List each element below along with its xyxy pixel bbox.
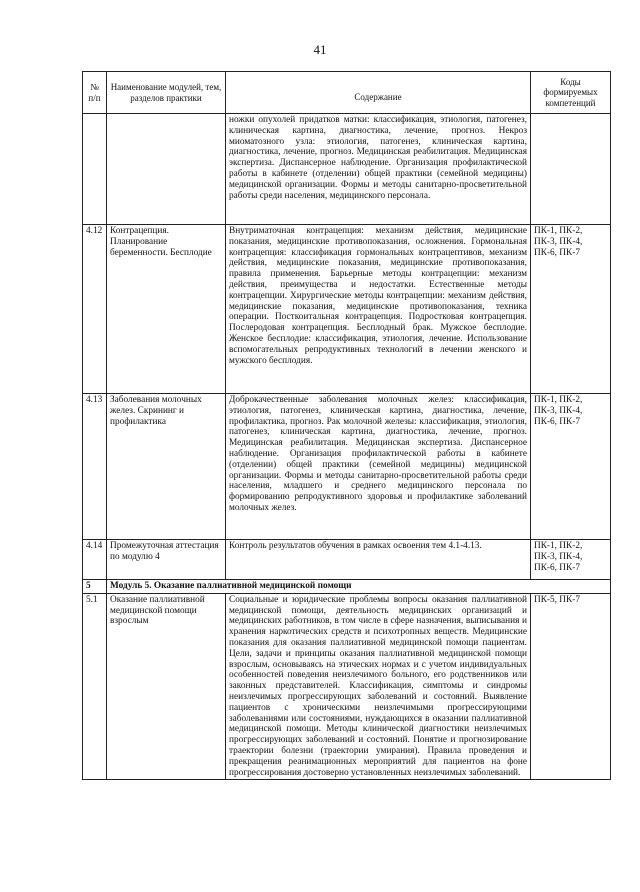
row-num: 4.13 (83, 394, 107, 540)
curriculum-table (82, 71, 611, 780)
table-row (83, 114, 611, 225)
table-row (83, 225, 611, 394)
row-name: Промежуточная аттестация по модулю 4 (107, 540, 226, 580)
row-codes: ПК-5, ПК-7 (531, 593, 611, 780)
row-num: 4.14 (83, 540, 107, 580)
module-num: 5 (83, 580, 107, 594)
module-row (83, 580, 611, 594)
header-num: № п/п (83, 72, 107, 114)
row-num: 5.1 (83, 593, 107, 780)
row-codes: ПК-1, ПК-2, ПК-3, ПК-4, ПК-6, ПК-7 (531, 394, 611, 540)
header-name: Наименование модулей, тем, разделов практики (107, 72, 226, 114)
row-name: Оказание паллиативной медицинской помощи взрослым (107, 593, 226, 780)
row-content: Социальные и юридические проблемы вопросы оказания паллиативной медицинской помощи, деятельность медицинских организаций и медицинских работников, в том числе в сфере назначения, выписывания и хранения наркотических средств и психотропных веществ. Медицинские показания для оказания паллиативной медицинской помощи пациентам. Цели, задачи и принципы оказания паллиативной медицинской помощи взрослым, основываясь на этических нормах и с учетом индивидуальных особенностей поведения неизлечимого больного, его родственников или законных представителей. Классификация, симптомы и синдромы неизлечимых прогрессирующих заболеваний и состояний. Выявление пациентов с хроническими неизлечимыми прогрессирующими заболеваниями или состояниями, нуждающихся в оказании паллиативной медицинской помощи. Методы клинической диагностики неизлечимых прогрессирующих заболеваний и состояний. Понятие и прогнозирование траектории болезни (траектории умирания). Правила проведения и прекращения реанимационных мероприятий для пациентов на фоне прогрессирования достоверно установленных неизлечимых заболеваний. (226, 593, 531, 780)
row-content: Контроль результатов обучения в рамках освоения тем 4.1-4.13. (226, 540, 531, 580)
row-codes (531, 114, 611, 225)
header-codes: Коды формируемых компетенций (531, 72, 611, 114)
row-codes: ПК-1, ПК-2, ПК-3, ПК-4, ПК-6, ПК-7 (531, 225, 611, 394)
row-content: Внутриматочная контрацепция: механизм действия, медицинские показания, медицинские противопоказания, осложнения. Гормональная контрацепция: классификация гормональных контрацептивов, механизм действия, медицинские показания, медицинские противопоказания, правила применения. Барьерные методы контрацепции: механизм действия, преимущества и недостатки. Естественные методы контрацепции. Хирургические методы контрацепции: механизм действия, медицинские показания, медицинские противопоказания, техника операции. Посткоитальная контрацепция. Подростковая контрацепция. Послеродовая контрацепция. Бесплодный брак. Мужское бесплодие. Женское бесплодие: классификация, этиология, лечение. Использование вспомогательных репродуктивных технологий в лечении женского и мужского бесплодия. (226, 225, 531, 394)
table-header-row (83, 72, 611, 114)
header-content (226, 72, 531, 114)
row-num (83, 114, 107, 225)
row-content: ножки опухолей придатков матки: классификация, этиология, патогенез, клиническая картина, диагностика, лечение, прогноз. Некроз миоматозного узла: этиология, патогенез, клиническая картина, диагностика, лечение, прогноз. Медицинская реабилитация. Медицинская экспертиза. Диспансерное наблюдение. Организация профилактической работы в кабинете (отделении) общей практики (семейной медицины) медицинской организации. Формы и методы санитарно-просветительной работы среди населения, медицинского персонала. (226, 114, 531, 225)
row-codes: ПК-1, ПК-2, ПК-3, ПК-4, ПК-6, ПК-7 (531, 540, 611, 580)
table-row (83, 540, 611, 580)
row-name: Контрацепция. Планирование беременности. Бесплодие (107, 225, 226, 394)
row-content: Доброкачественные заболевания молочных желез: классификация, этиология, патогенез, клиническая картина, диагностика, лечение, профилактика, прогноз. Рак молочной железы: классификация, этиология, патогенез, клиническая картина, диагностика, лечение, прогноз. Медицинская реабилитация. Медицинская экспертиза. Диспансерное наблюдение. Организация профилактической работы в кабинете (отделении) общей практики (семейной медицины) медицинской организации. Формы и методы санитарно-просветительной работы среди населения, младшего и среднего медицинского персонала по формированию репродуктивного здоровья и профилактике заболеваний молочных желез. (226, 394, 531, 540)
row-name (107, 114, 226, 225)
row-num: 4.12 (83, 225, 107, 394)
module-title: Модуль 5. Оказание паллиативной медицинской помощи (107, 580, 611, 594)
row-name: Заболевания молочных желез. Скрининг и профилактика (107, 394, 226, 540)
page-number: 41 (313, 42, 327, 57)
header-content-label: Содержание (354, 92, 402, 103)
table-row (83, 593, 611, 780)
table-row (83, 394, 611, 540)
